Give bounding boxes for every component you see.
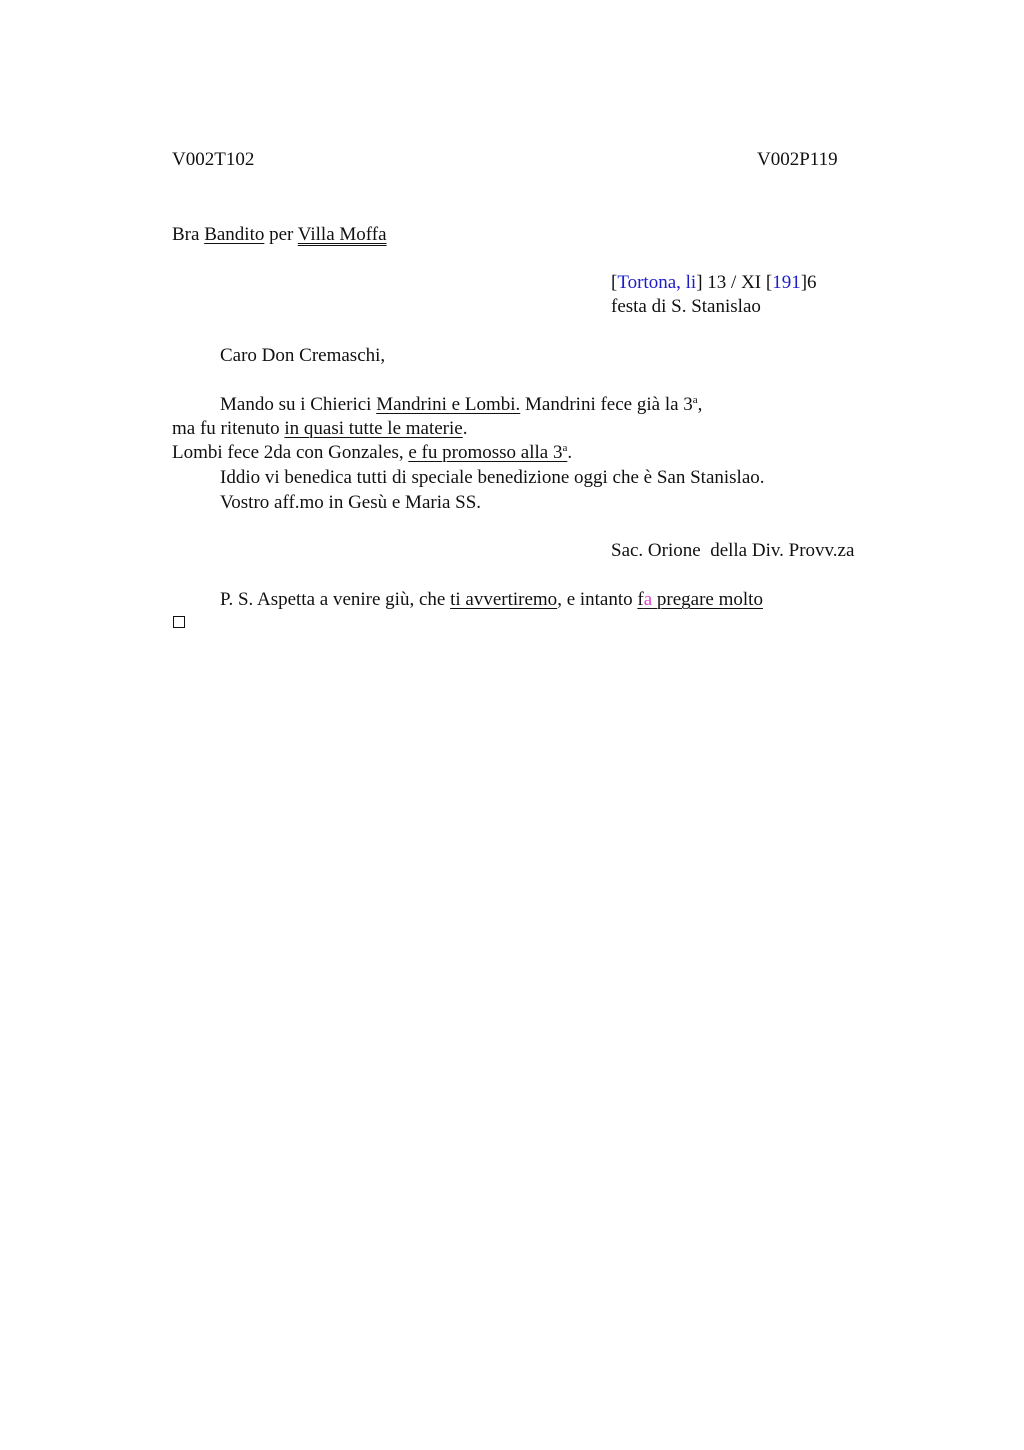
address-prefix: Bra [172, 224, 200, 245]
superscript: a [562, 442, 568, 454]
body-underlined-promotion [408, 442, 567, 463]
checkbox-square-icon [173, 616, 185, 628]
body-line-3 [172, 443, 572, 462]
document-code-right: V002P119 [757, 149, 838, 170]
address-name: Bandito [204, 224, 265, 245]
postscript-text: , e intanto [557, 589, 633, 610]
postscript-text: pregare molto [652, 589, 763, 610]
body-underlined-names: Mandrini e Lombi. [376, 394, 521, 415]
dateline-place: Tortona, li [617, 272, 697, 293]
body-text: Lombi fece 2da con Gonzales, [172, 442, 404, 463]
signature: Sac. Orione della Div. Provv.za [611, 540, 855, 561]
body-line-4: Iddio vi benedica tutti di speciale benedizione oggi che è San Stanislao. [220, 467, 765, 488]
body-line-5: Vostro aff.mo in Gesù e Maria SS. [220, 492, 482, 513]
document-code-left: V002T102 [172, 149, 255, 170]
address-middle: per [269, 224, 294, 245]
address-line [172, 225, 387, 244]
dateline-year-end: ]6 [800, 272, 817, 293]
body-text: , [697, 394, 703, 415]
dateline-bracket: [ [611, 272, 618, 293]
body-line-2 [172, 419, 467, 438]
postscript-underlined-end [637, 589, 763, 610]
body-text: . [462, 418, 468, 439]
dateline-feast: festa di S. Stanislao [611, 296, 761, 317]
dateline-date: ] 13 / XI [ [696, 272, 773, 293]
postscript-underlined: ti avvertiremo [450, 589, 558, 610]
postscript-inserted-letter: a [643, 589, 653, 610]
salutation: Caro Don Cremaschi, [220, 345, 386, 366]
body-text: Mando su i Chierici [220, 394, 372, 415]
superscript: a [692, 394, 698, 406]
body-underlined-text: e fu promosso alla 3 [408, 442, 563, 463]
body-text: . [567, 442, 573, 463]
body-text: ma fu ritenuto [172, 418, 280, 439]
dateline [611, 273, 817, 292]
postscript-text: P. S. Aspetta a venire giù, che [220, 589, 446, 610]
dateline-year-editorial: 191 [772, 272, 801, 293]
body-line-1 [220, 395, 702, 414]
body-text: Mandrini fece già la 3 [525, 394, 693, 415]
postscript [220, 590, 763, 609]
address-destination: Villa Moffa [297, 224, 387, 245]
postscript-letter: f [637, 589, 644, 610]
body-underlined-phrase: in quasi tutte le materie [284, 418, 463, 439]
